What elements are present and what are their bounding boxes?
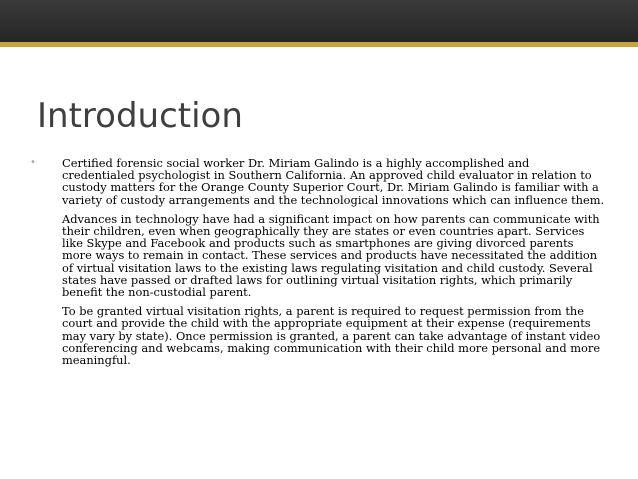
slide-body [30, 157, 605, 373]
header-accent-stripe [0, 42, 638, 47]
paragraph-1: Certified forensic social worker Dr. Miriam Galindo is a highly accomplished and credentialed psychologist in Southern California. An approved child evaluator in relation to custody matters for the Orange County Superior Court, Dr. Miriam Galindo is familiar with a variety of custody arrangements and the technological innovations which can influence them. [62, 156, 605, 207]
slide-title: Introduction [37, 96, 243, 136]
bullet-icon: • [30, 157, 36, 168]
paragraph-3: To be granted virtual visitation rights, a parent is required to request permission from the court and provide the child with the appropriate equipment at their expense (requirements may vary by state). Once permission is granted, a parent can take advantage of instant video conferencing and webcams, making communication with their child more personal and more meaningful. [62, 304, 601, 368]
header-bar [0, 0, 638, 42]
paragraph-2: Advances in technology have had a significant impact on how parents can communicate with their children, even when geographically they are states or even countries apart. Services like Skype and Facebook and products such as smartphones are giving divorced parents more ways to remain in contact. These services and products have necessitated the addition of virtual visitation laws to the existing laws regulating visitation and child custody. Several states have passed or drafted laws for outlining virtual visitation rights, which primarily benefit the non-custodial parent. [62, 211, 600, 300]
